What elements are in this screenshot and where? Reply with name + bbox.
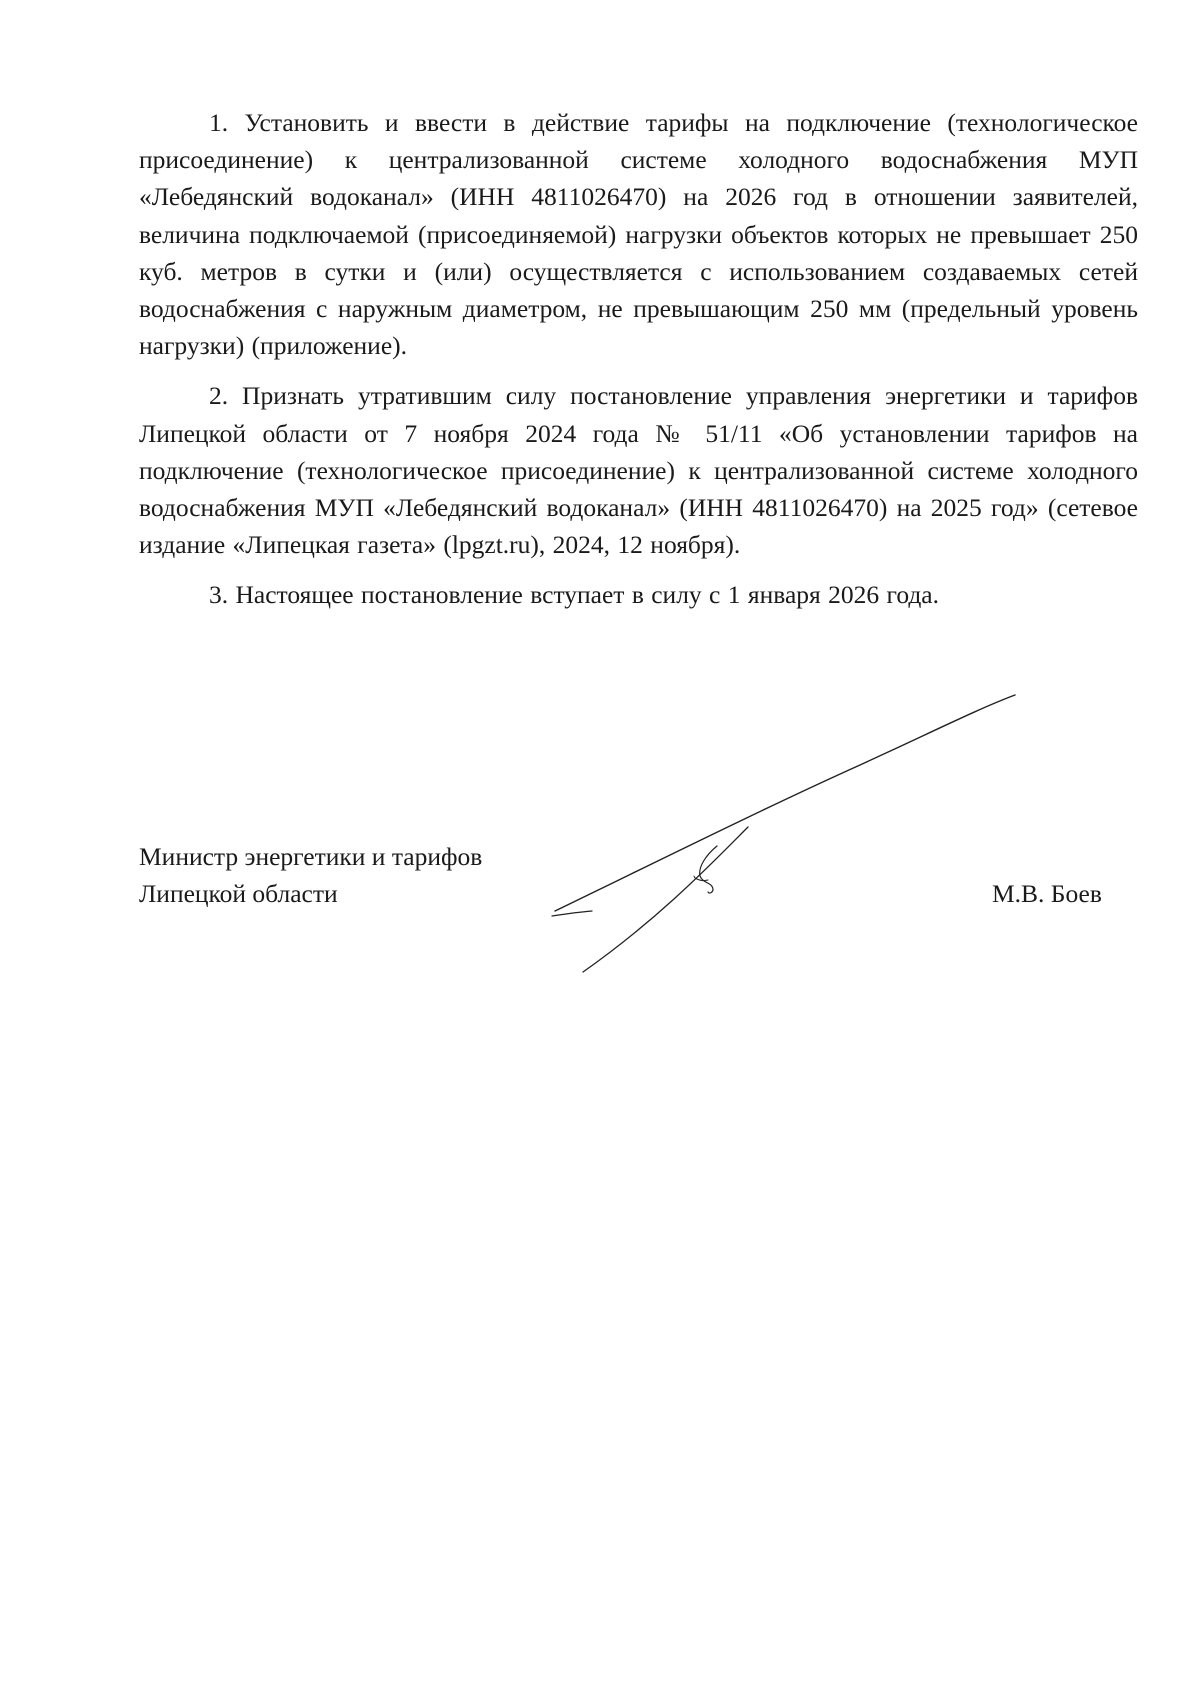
signer-title-line-1: Министр энергетики и тарифов	[139, 842, 483, 871]
signer-title-line-2: Липецкой области	[139, 879, 338, 909]
paragraph-1: 1. Установить и ввести в действие тарифы на подключение (технологическое присоединение) к централизованной системе холодного водоснабжения МУП «Лебедянский водоканал» (ИНН 4811026470) на 2026 год в отношении заявителей, величина подключаемой (присоединяемой) нагрузки объектов которых не превышает 250 куб. метров в сутки и (или) осуществляется с использованием создаваемых сетей водоснабжения с наружным диаметром, не превышающим 250 мм (предельный уровень нагрузки) (приложение).	[139, 108, 1138, 361]
paragraph-3: 3. Настоящее постановление вступает в силу с 1 января 2026 года.	[209, 580, 940, 610]
paragraph-2: 2. Признать утратившим силу постановление управления энергетики и тарифов Липецкой области от 7 ноября 2024 года № 51/11 «Об установлении тарифов на подключение (технологическое присоединение) к централизованной системе холодного водоснабжения МУП «Лебедянский водоканал» (ИНН 4811026470) на 2025 год» (сетевое издание «Липецкая газета» (lpgzt.ru), 2024, 12 ноября).	[139, 381, 1138, 560]
signer-name: М.В. Боев	[992, 879, 1102, 908]
